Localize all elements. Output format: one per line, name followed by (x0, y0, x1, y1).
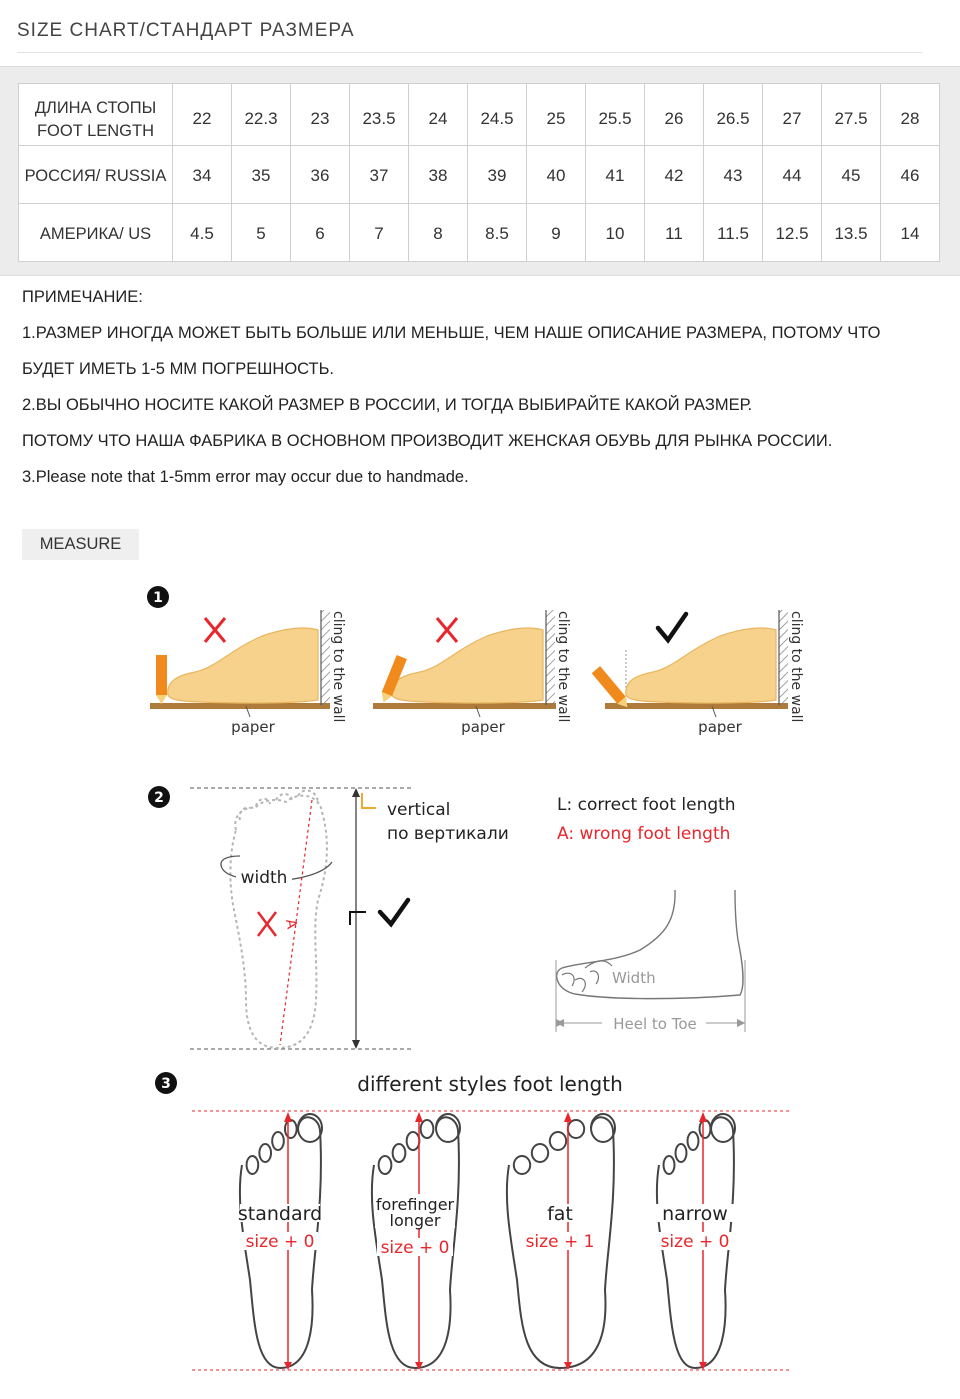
legend-wrong-length: A: wrong foot length (557, 824, 731, 844)
toe-outline (664, 1156, 675, 1174)
foot-side-shape (168, 628, 318, 703)
vertical-corner-icon (362, 793, 376, 808)
floor-board (150, 703, 330, 709)
pencil-icon (156, 655, 167, 695)
foot-style-name: fat (547, 1203, 573, 1225)
size-cell: 38 (409, 146, 468, 204)
size-cell: 26 (645, 84, 704, 146)
size-cell: 39 (468, 146, 527, 204)
width-label: width (240, 868, 288, 888)
toe-outline (272, 1132, 284, 1150)
foot-style-size: size + 0 (660, 1232, 730, 1252)
size-cell: 40 (527, 146, 586, 204)
size-cell: 27 (763, 84, 822, 146)
toe-outline (550, 1132, 566, 1150)
foot-outline (230, 796, 327, 1048)
note-line: 3.Please note that 1-5mm error may occur due to handmade. (22, 468, 469, 486)
toe-outline (700, 1120, 711, 1138)
foot-side-shape (626, 628, 776, 703)
mark-l-icon (350, 912, 366, 925)
floor-board (605, 703, 788, 709)
foot-style-size: size + 0 (245, 1232, 315, 1252)
foot-style-name: standard (237, 1203, 323, 1225)
toe-outline (285, 1120, 297, 1138)
legend-correct-length: L: correct foot length (557, 795, 736, 815)
heel-to-toe-label: Heel to Toe (613, 1015, 697, 1033)
paper-label: paper (461, 718, 505, 736)
note-line: БУДЕТ ИМЕТЬ 1-5 ММ ПОГРЕШНОСТЬ. (22, 360, 335, 378)
size-cell: 27.5 (822, 84, 881, 146)
cross-mark-icon (205, 618, 225, 642)
size-cell: 26.5 (704, 84, 763, 146)
size-cell: 44 (763, 146, 822, 204)
cross-mark-icon (437, 618, 457, 642)
foot-styles (238, 1112, 735, 1370)
size-cell: 6 (291, 204, 350, 262)
step3-number-badge (155, 1072, 177, 1094)
svg-text:2: 2 (154, 790, 164, 806)
toe-outline (688, 1132, 699, 1150)
wall-hatch (546, 610, 555, 706)
step1-number-badge (147, 586, 169, 608)
size-cell: 24 (409, 84, 468, 146)
row-header: АМЕРИКА/ US (19, 204, 173, 262)
size-cell: 28 (881, 84, 940, 146)
mark-a-label: A (282, 917, 300, 931)
toe-outline (379, 1156, 392, 1174)
size-cell: 13.5 (822, 204, 881, 262)
size-cell: 23 (291, 84, 350, 146)
svg-text:1: 1 (153, 590, 163, 606)
toe-outline (514, 1156, 530, 1174)
toe-outlines (240, 790, 318, 820)
step2-number-badge (148, 786, 170, 808)
wall-label: cling to the wall (788, 611, 804, 723)
size-cell: 24.5 (468, 84, 527, 146)
paper-label: paper (231, 718, 275, 736)
size-cell: 34 (173, 146, 232, 204)
svg-text:3: 3 (161, 1076, 171, 1092)
check-mark-icon (658, 614, 686, 640)
row-header: РОССИЯ/ RUSSIA (19, 146, 173, 204)
vertical-label-en: vertical (387, 800, 451, 820)
size-cell: 8.5 (468, 204, 527, 262)
step1-panel-wrong-1 (150, 610, 346, 736)
size-cell: 5 (232, 204, 291, 262)
toe-outline (532, 1144, 548, 1162)
toe-outline (568, 1120, 584, 1138)
size-cell: 10 (586, 204, 645, 262)
step2-foot-top-view (190, 788, 412, 1049)
page-title: SIZE CHART/СТАНДАРТ РАЗМЕРА (17, 20, 922, 53)
wall-label: cling to the wall (555, 611, 571, 723)
size-cell: 8 (409, 204, 468, 262)
foot-style-name: longer (389, 1211, 441, 1230)
pencil-icon (592, 666, 626, 704)
measure-tab: MEASURE (22, 529, 139, 560)
cross-mark-icon (258, 912, 276, 936)
foot-style-2 (507, 1112, 615, 1370)
size-cell: 42 (645, 146, 704, 204)
check-mark-icon (380, 900, 408, 924)
size-cell: 41 (586, 146, 645, 204)
foot-style-size: size + 1 (525, 1232, 595, 1252)
toe-outline (407, 1132, 420, 1150)
size-cell: 11 (645, 204, 704, 262)
size-cell: 37 (350, 146, 409, 204)
size-cell: 23.5 (350, 84, 409, 146)
toe-outline (421, 1120, 434, 1138)
foot-style-0 (238, 1112, 322, 1370)
size-cell: 11.5 (704, 204, 763, 262)
wall-hatch (779, 610, 788, 706)
wall-hatch (321, 610, 330, 706)
size-cell: 14 (881, 204, 940, 262)
foot-side-shape (392, 628, 543, 703)
side-width-label: Width (612, 969, 656, 987)
size-cell: 22 (173, 84, 232, 146)
size-cell: 7 (350, 204, 409, 262)
step3-title: different styles foot length (357, 1072, 623, 1096)
size-cell: 25 (527, 84, 586, 146)
note-line: ПОТОМУ ЧТО НАША ФАБРИКА В ОСНОВНОМ ПРОИЗВОДИТ ЖЕНСКАЯ ОБУВЬ ДЛЯ РЫНКА РОССИИ. (22, 432, 833, 450)
foot-style-name: forefinger (375, 1195, 455, 1214)
size-cell: 4.5 (173, 204, 232, 262)
notes-heading: ПРИМЕЧАНИЕ: (22, 288, 143, 306)
floor-board (373, 703, 556, 709)
vertical-label-ru: по вертикали (387, 824, 509, 844)
size-cell: 12.5 (763, 204, 822, 262)
step1-panel-wrong-2 (373, 610, 571, 736)
toe-outline (247, 1156, 259, 1174)
note-line: 1.РАЗМЕР ИНОГДА МОЖЕТ БЫТЬ БОЛЬШЕ ИЛИ МЕНЬШЕ, ЧЕМ НАШЕ ОПИСАНИЕ РАЗМЕРА, ПОТОМУ ЧТО (22, 324, 881, 342)
foot-style-3 (655, 1112, 735, 1370)
size-cell: 9 (527, 204, 586, 262)
foot-style-name: narrow (662, 1203, 728, 1225)
step2-foot-side-sketch (556, 890, 745, 1032)
paper-label: paper (698, 718, 742, 736)
size-cell: 45 (822, 146, 881, 204)
size-cell: 25.5 (586, 84, 645, 146)
foot-style-size: size + 0 (380, 1238, 450, 1258)
size-cell: 43 (704, 146, 763, 204)
size-cell: 35 (232, 146, 291, 204)
foot-style-1 (372, 1112, 460, 1370)
note-line: 2.ВЫ ОБЫЧНО НОСИТЕ КАКОЙ РАЗМЕР В РОССИИ, И ТОГДА ВЫБИРАЙТЕ КАКОЙ РАЗМЕР. (22, 396, 753, 414)
size-cell: 22.3 (232, 84, 291, 146)
toe-outline (259, 1144, 271, 1162)
step1-panel-correct (592, 610, 804, 736)
toe-outline (676, 1144, 687, 1162)
size-cell: 36 (291, 146, 350, 204)
wall-label: cling to the wall (330, 611, 346, 723)
size-cell: 46 (881, 146, 940, 204)
row-header: ДЛИНА СТОПЫ FOOT LENGTH (19, 84, 173, 146)
toe-outline (393, 1144, 406, 1162)
